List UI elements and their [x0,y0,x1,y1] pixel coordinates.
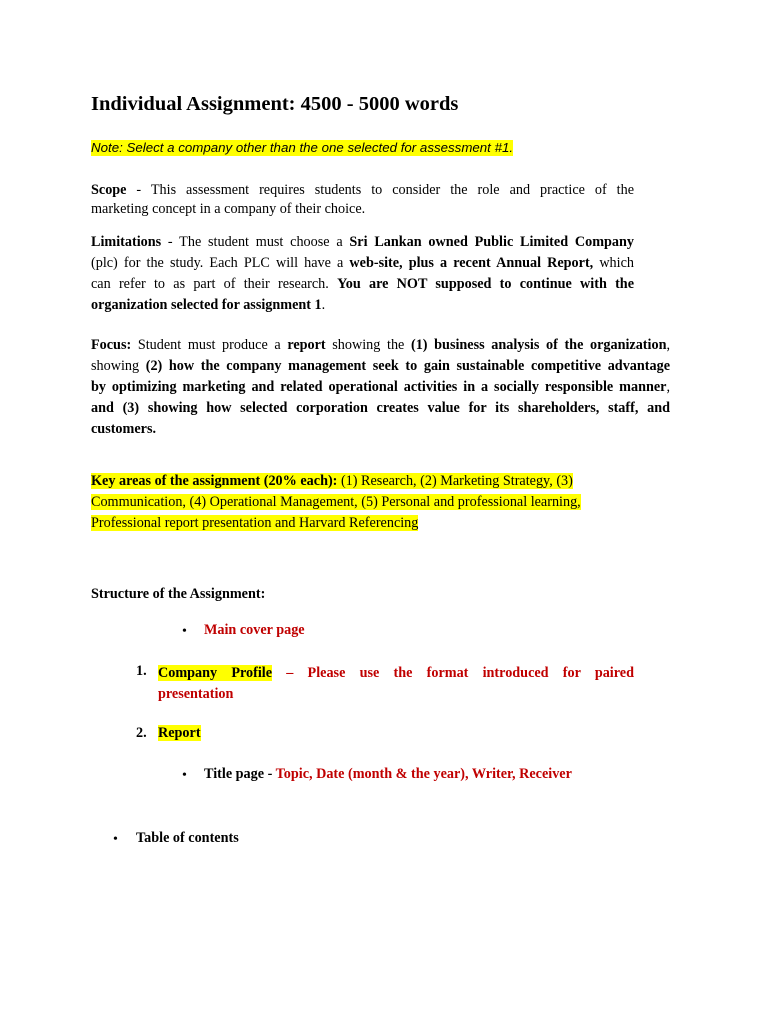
company-profile-label: Company Profile [158,665,273,681]
limitations-paragraph [91,232,634,316]
focus-emphasis: report [287,337,326,353]
focus-text: showing [91,358,146,374]
limitations-emphasis: organization selected for assignment 1 [91,297,322,313]
limitations-text: . [321,297,326,313]
key-areas-text: Communication, (4) Operational Management, (5) Personal and professional learning, [91,494,581,510]
focus-text: , [666,379,670,395]
focus-text: , [666,337,671,353]
key-areas-text: (1) Research, (2) Marketing Strategy, (3) [337,473,573,489]
focus-emphasis: (2) how the company management seek to gain sustainable competitive advantage [145,358,670,374]
limitations-text: which [593,255,634,271]
focus-emphasis: and (3) showing how selected corporation creates value for its shareholders, staff, and [91,400,670,416]
scope-text-2: marketing concept in a company of their choice. [91,201,366,217]
company-profile-text: presentation [158,686,234,702]
report-label: Report [158,725,201,741]
limitations-emphasis: web-site, plus a recent Annual Report, [349,255,594,271]
item-number: 2. [136,725,147,741]
structure-heading: Structure of the Assignment: [91,586,266,602]
scope-paragraph [91,181,634,219]
item-number: 1. [136,663,147,679]
report-item [158,725,201,742]
scope-label: Scope [91,182,127,198]
limitations-text: can refer to as part of their research. [91,276,338,292]
focus-emphasis: (1) business analysis of the organization [410,337,667,353]
bullet-marker: • [113,832,118,847]
focus-emphasis: by optimizing marketing and related operational activities in a socially responsible manner [91,379,667,395]
limitations-emphasis: Sri Lankan owned Public Limited Company [349,234,634,250]
bullet-marker: • [182,624,187,639]
limitations-text: - The student must choose a [161,234,350,250]
focus-emphasis: customers. [91,421,157,437]
key-areas-label: Key areas of the assignment (20% each): [91,473,338,489]
note-text: Note: Select a company other than the one selected for assessment #1. [91,140,514,155]
limitations-emphasis: You are NOT supposed to continue with the [337,276,634,292]
document-title: Individual Assignment: 4500 - 5000 words [91,93,459,115]
scope-text-1: - This assessment requires students to consider the role and practice of the [126,182,634,198]
focus-paragraph [91,335,670,440]
focus-text: Student must produce a [131,337,288,353]
company-profile-text: – Please use the format introduced for paired [272,665,634,681]
title-page-label: Title page - [204,766,276,782]
company-profile-item [158,663,634,705]
focus-text: showing the [325,337,411,353]
limitations-text: (plc) for the study. Each PLC will have a [91,255,350,271]
limitations-label: Limitations [91,234,162,250]
key-areas-paragraph [91,471,651,534]
bullet-marker: • [182,768,187,783]
table-of-contents-item: Table of contents [136,830,239,846]
focus-label: Focus: [91,337,132,353]
title-page-item [204,766,572,783]
cover-page-item: Main cover page [204,622,305,638]
title-page-text: Topic, Date (month & the year), Writer, Receiver [275,766,572,782]
key-areas-text: Professional report presentation and Harvard Referencing [91,515,419,531]
